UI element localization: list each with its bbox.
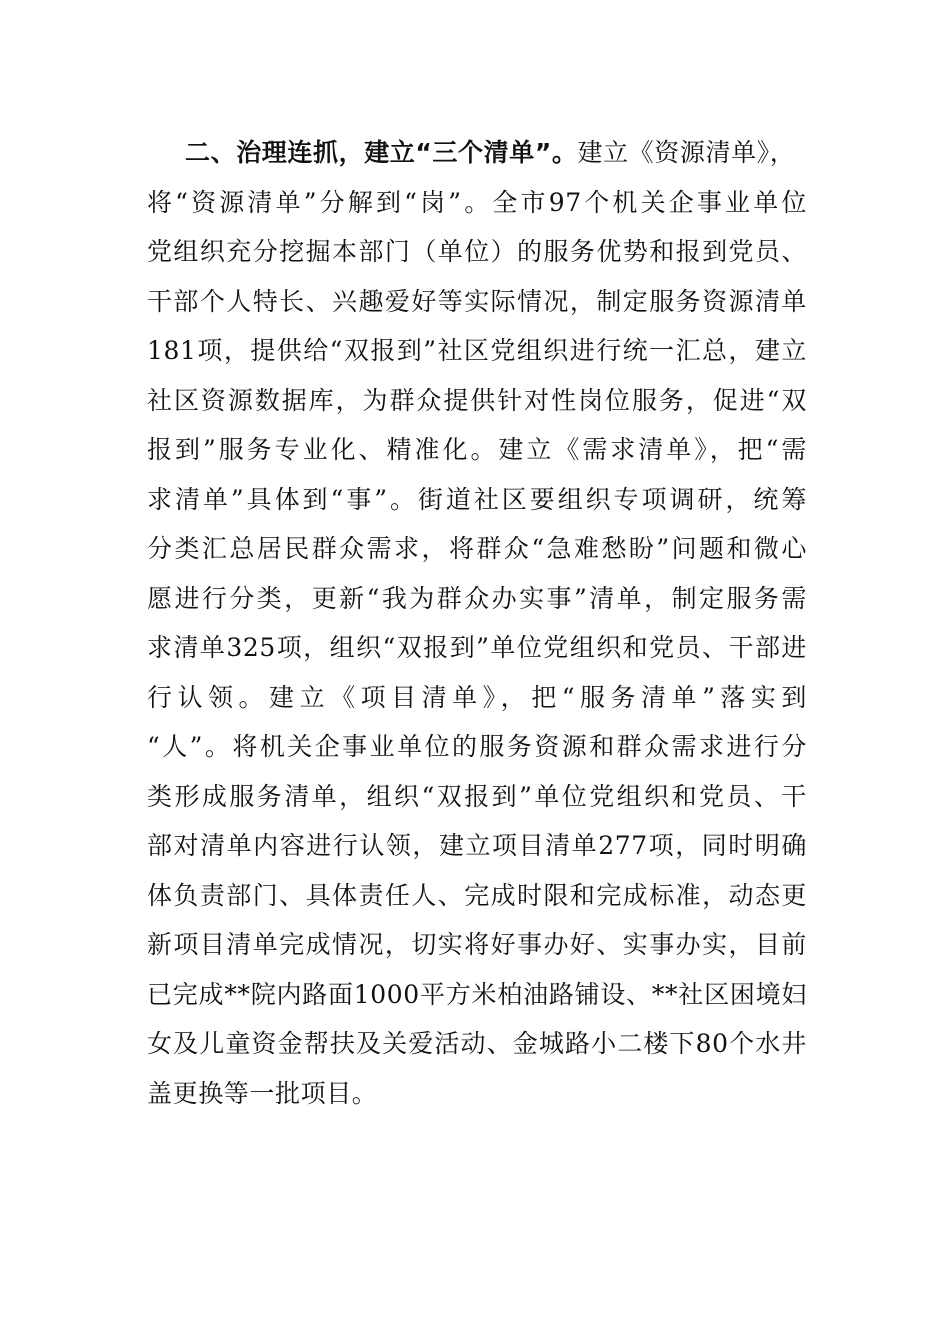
text-line: 新项目清单完成情况，切实将好事办好、实事办实，目前 [147,930,807,959]
text-line: 体负责部门、具体责任人、完成时限和完成标准，动态更 [147,880,807,910]
text-line: 求清单325项，组织“双报到”单位党组织和党员、干部进 [147,633,807,662]
text-line: 党组织充分挖掘本部门（单位）的服务优势和报到党员、 [147,237,807,266]
body-paragraph [147,128,807,1118]
text-line: 已完成**院内路面1000平方米柏油路铺设、**社区困境妇 [147,979,807,1009]
paragraph-last-line: 盖更换等一批项目。 [147,1078,378,1108]
text-line: 愿进行分类，更新“我为群众办实事”清单，制定服务需 [147,583,807,613]
text-line: 求清单”具体到“事”。街道社区要组织专项调研，统筹 [147,484,807,514]
text-line: “人”。将机关企事业单位的服务资源和群众需求进行分 [147,732,807,761]
text-line: 行认领。建立《项目清单》，把“服务清单”落实到 [147,682,807,712]
text-line: 分类汇总居民群众需求，将群众“急难愁盼”问题和微心 [147,534,807,563]
text-line: 干部个人特长、兴趣爱好等实际情况，制定服务资源清单 [147,286,807,316]
text-line: 社区资源数据库，为群众提供针对性岗位服务，促进“双 [147,385,807,415]
text-line: 类形成服务清单，组织“双报到”单位党组织和党员、干 [147,781,807,811]
paragraph-first-line [147,128,807,178]
first-line-text: 建立《资源清单》， [577,138,796,167]
text-line: 部对清单内容进行认领，建立项目清单277项，同时明确 [147,831,807,860]
text-line: 将“资源清单”分解到“岗”。全市97个机关企事业单位 [147,187,807,217]
text-line: 181项，提供给“双报到”社区党组织进行统一汇总，建立 [147,336,807,365]
section-heading: 二、治理连抓，建立“三个清单”。 [185,138,578,167]
text-line: 报到”服务专业化、精准化。建立《需求清单》，把“需 [147,435,807,464]
text-line: 女及儿童资金帮扶及关爱活动、金城路小二楼下80个水井 [147,1029,807,1058]
